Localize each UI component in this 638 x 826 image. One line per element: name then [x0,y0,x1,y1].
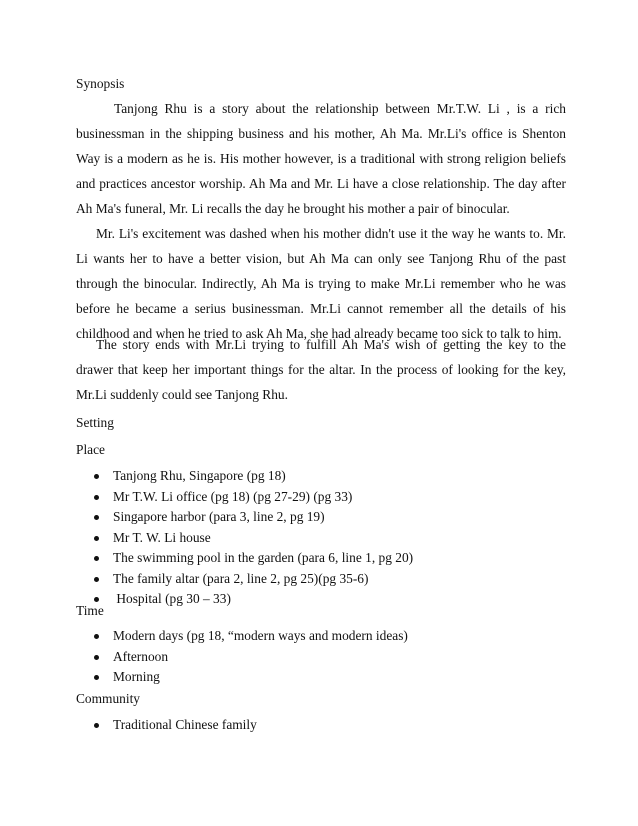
bullet-icon [94,577,99,582]
list-item: The family altar (para 2, line 2, pg 25)(pg 35-6) [94,569,554,590]
list-item: Modern days (pg 18, “modern ways and modern ideas) [94,626,554,647]
bullet-icon [94,675,99,680]
synopsis-paragraph-2: Mr. Li's excitement was dashed when his mother didn't use it the way he wants to. Mr. Li wants her to have a better vision, but Ah Ma can only see Tanjong Rhu of the past through the binocular. Indirectly, Ah Ma is trying to make Mr.Li remember who he was before he became a serius businessman. Mr.Li cannot remember all the details of his childhood and when he tried to ask Ah Ma, she had already became too sick to talk to him. [76,226,566,341]
setting-heading: Setting [76,415,114,430]
list-item: Morning [94,667,554,688]
list-item: Traditional Chinese family [94,715,554,736]
community-heading: Community [76,691,140,706]
bullet-icon [94,474,99,479]
time-list [94,626,554,688]
synopsis-heading: Synopsis [76,76,125,91]
list-item: Mr T. W. Li house [94,528,554,549]
community-list [94,715,554,736]
list-item: Afternoon [94,647,554,668]
bullet-icon [94,515,99,520]
bullet-icon [94,495,99,500]
synopsis-paragraph-3: The story ends with Mr.Li trying to fulfill Ah Ma's wish of getting the key to the drawer that keep her important things for the altar. In the process of looking for the key, Mr.Li suddenly could see Tanjong Rhu. [76,337,566,402]
list-item: Tanjong Rhu, Singapore (pg 18) [94,466,554,487]
list-item: Mr T.W. Li office (pg 18) (pg 27-29) (pg 33) [94,487,554,508]
place-heading: Place [76,442,105,457]
bullet-icon [94,634,99,639]
list-item: Singapore harbor (para 3, line 2, pg 19) [94,507,554,528]
time-heading: Time [76,603,104,618]
synopsis-paragraph-1: Tanjong Rhu is a story about the relationship between Mr.T.W. Li , is a rich businessman in the shipping business and his mother, Ah Ma. Mr.Li's office is Shenton Way is a modern as he is. His mother however, is a traditional with strong religion beliefs and practices ancestor worship. Ah Ma and Mr. Li have a close relationship. The day after Ah Ma's funeral, Mr. Li recalls the day he brought his mother a pair of binocular. [76,101,566,216]
list-item: The swimming pool in the garden (para 6, line 1, pg 20) [94,548,554,569]
bullet-icon [94,536,99,541]
bullet-icon [94,556,99,561]
bullet-icon [94,655,99,660]
place-list [94,466,554,610]
list-item: Hospital (pg 30 – 33) [94,589,554,610]
bullet-icon [94,723,99,728]
